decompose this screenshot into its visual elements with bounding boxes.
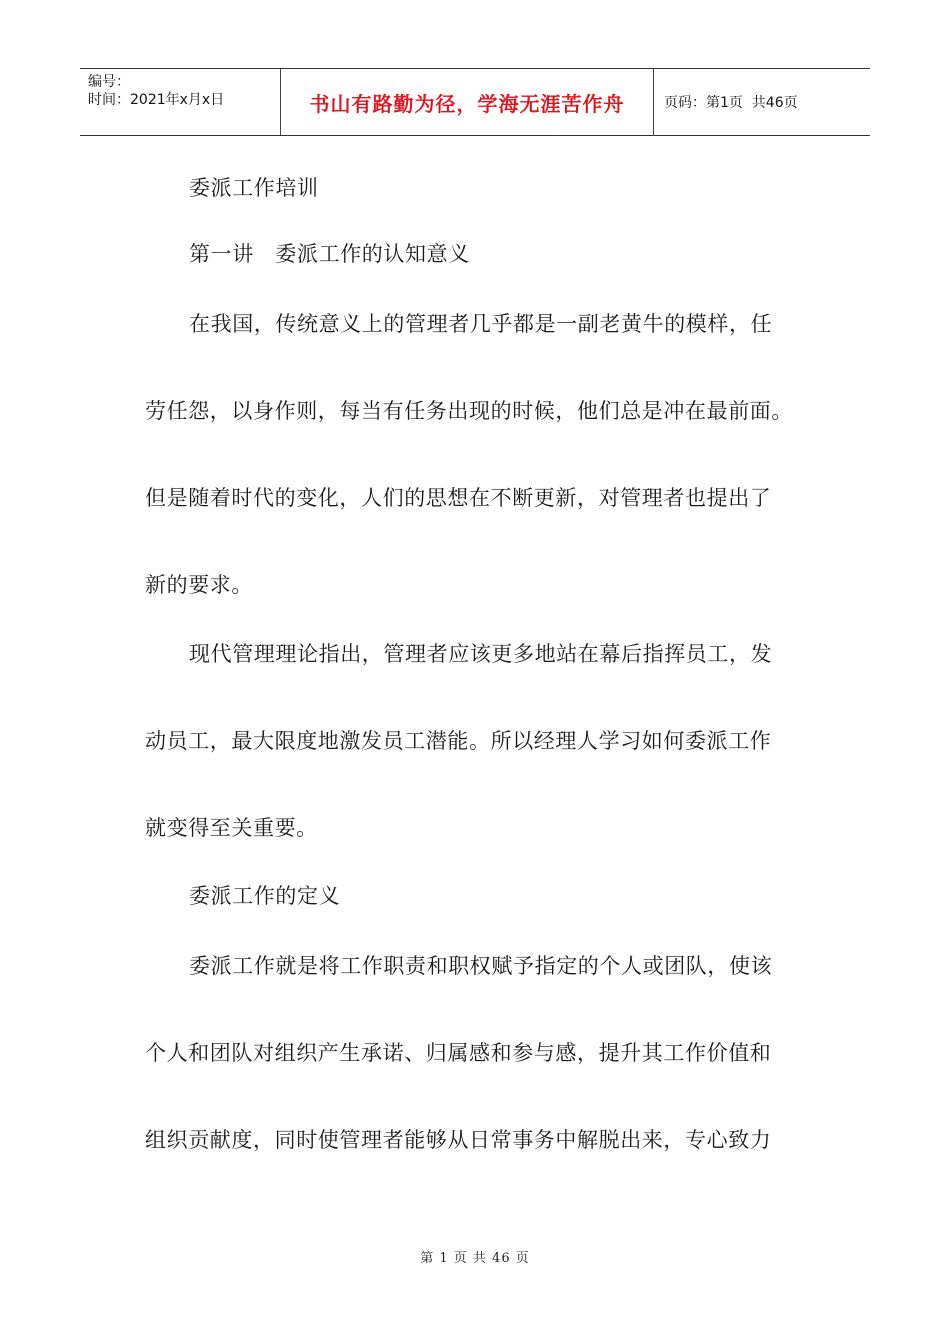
page-footer: 第 1 页 共 46 页 xyxy=(420,1251,530,1266)
document-header xyxy=(80,68,870,136)
paragraph-line: 个人和团队对组织产生承诺、归属感和参与感，提升其工作价值和 xyxy=(145,1041,772,1065)
paragraph-line: 在我国，传统意义上的管理者几乎都是一副老黄牛的模样，任 xyxy=(189,312,773,336)
header-meta-cell xyxy=(80,69,281,135)
paragraph-line: 就变得至关重要。 xyxy=(145,816,318,840)
lecture-heading: 第一讲 委派工作的认知意义 xyxy=(189,242,470,266)
paragraph-line: 委派工作就是将工作职责和职权赋予指定的个人或团队，使该 xyxy=(189,954,773,978)
date-label: 时间：2021年x月x日 xyxy=(88,92,225,108)
header-motto-cell xyxy=(281,69,654,135)
paragraph-line: 劳任怨，以身作则，每当有任务出现的时候，他们总是冲在最前面。 xyxy=(145,399,793,423)
paragraph-line: 组织贡献度，同时使管理者能够从日常事务中解脱出来，专心致力 xyxy=(145,1128,772,1152)
motto-text: 书山有路勤为径，学海无涯苦作舟 xyxy=(309,91,625,116)
paragraph-line: 现代管理理论指出，管理者应该更多地站在幕后指挥员工，发 xyxy=(189,642,773,666)
header-page-cell xyxy=(654,69,870,135)
page-info: 页码：第1页 共46页 xyxy=(664,95,798,111)
paragraph-line: 但是随着时代的变化，人们的思想在不断更新，对管理者也提出了 xyxy=(145,486,772,510)
document-title: 委派工作培训 xyxy=(189,176,319,200)
number-label: 编号： xyxy=(88,74,130,90)
paragraph-line: 新的要求。 xyxy=(145,573,253,597)
paragraph-line: 动员工，最大限度地激发员工潜能。所以经理人学习如何委派工作 xyxy=(145,729,772,753)
section-heading: 委派工作的定义 xyxy=(189,884,341,908)
